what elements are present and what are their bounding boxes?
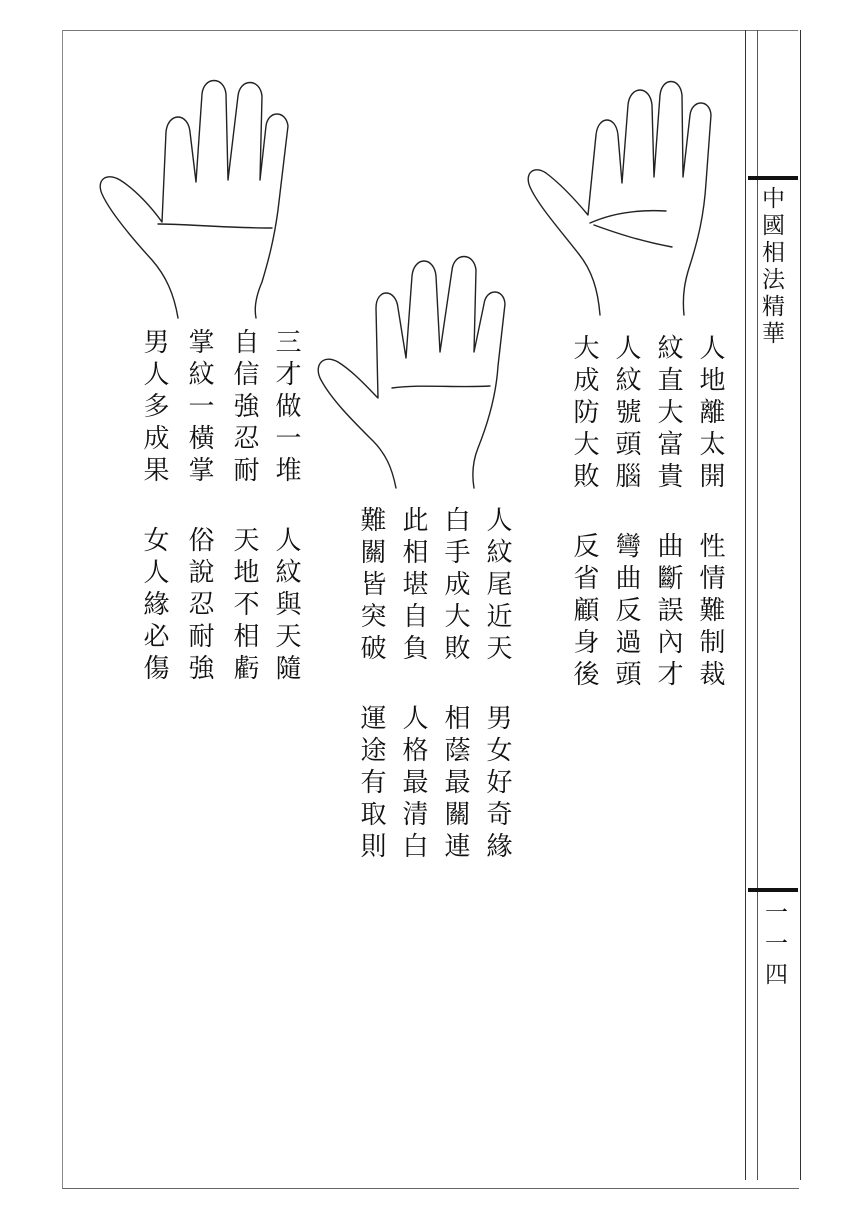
book-title: 中國相法精華: [758, 186, 784, 348]
margin-bar-bottom: [748, 888, 798, 892]
margin-bar-top: [748, 176, 798, 180]
left-line-4: 男人多成果: [139, 328, 169, 488]
middle-line-8: 運途有取則: [356, 704, 386, 864]
left-line-7: 俗說忍耐強: [184, 526, 214, 686]
right-line-4: 大成防大敗: [569, 334, 599, 494]
left-line-6: 天地不相虧: [229, 526, 259, 686]
middle-line-2: 白手成大敗: [440, 506, 470, 666]
right-line-5: 性情難制裁: [695, 532, 725, 692]
middle-line-1: 人紋尾近天: [482, 506, 512, 666]
right-line-6: 曲斷誤內才: [653, 532, 683, 692]
middle-line-4: 難關皆突破: [356, 506, 386, 666]
palm-diagram-right: [520, 75, 730, 320]
palm-diagram-left: [96, 82, 316, 322]
middle-line-5: 男女好奇緣: [482, 704, 512, 864]
left-line-1: 三才做一堆: [271, 328, 301, 488]
middle-line-7: 人格最清白: [398, 704, 428, 864]
left-line-2: 自信強忍耐: [229, 328, 259, 488]
middle-line-3: 此相堪自負: [398, 506, 428, 666]
page-number: 一一四: [761, 900, 787, 993]
right-line-2: 紋直大富貴: [653, 334, 683, 494]
palm-diagram-middle: [312, 248, 517, 493]
left-line-3: 掌紋一橫掌: [184, 328, 214, 488]
right-line-3: 人紋號頭腦: [611, 334, 641, 494]
left-line-8: 女人緣必傷: [139, 526, 169, 686]
left-line-5: 人紋與天隨: [271, 526, 301, 686]
middle-line-6: 相蔭最關連: [440, 704, 470, 864]
right-line-1: 人地離太開: [695, 334, 725, 494]
right-line-7: 彎曲反過頭: [611, 532, 641, 692]
right-line-8: 反省顧身後: [569, 532, 599, 692]
